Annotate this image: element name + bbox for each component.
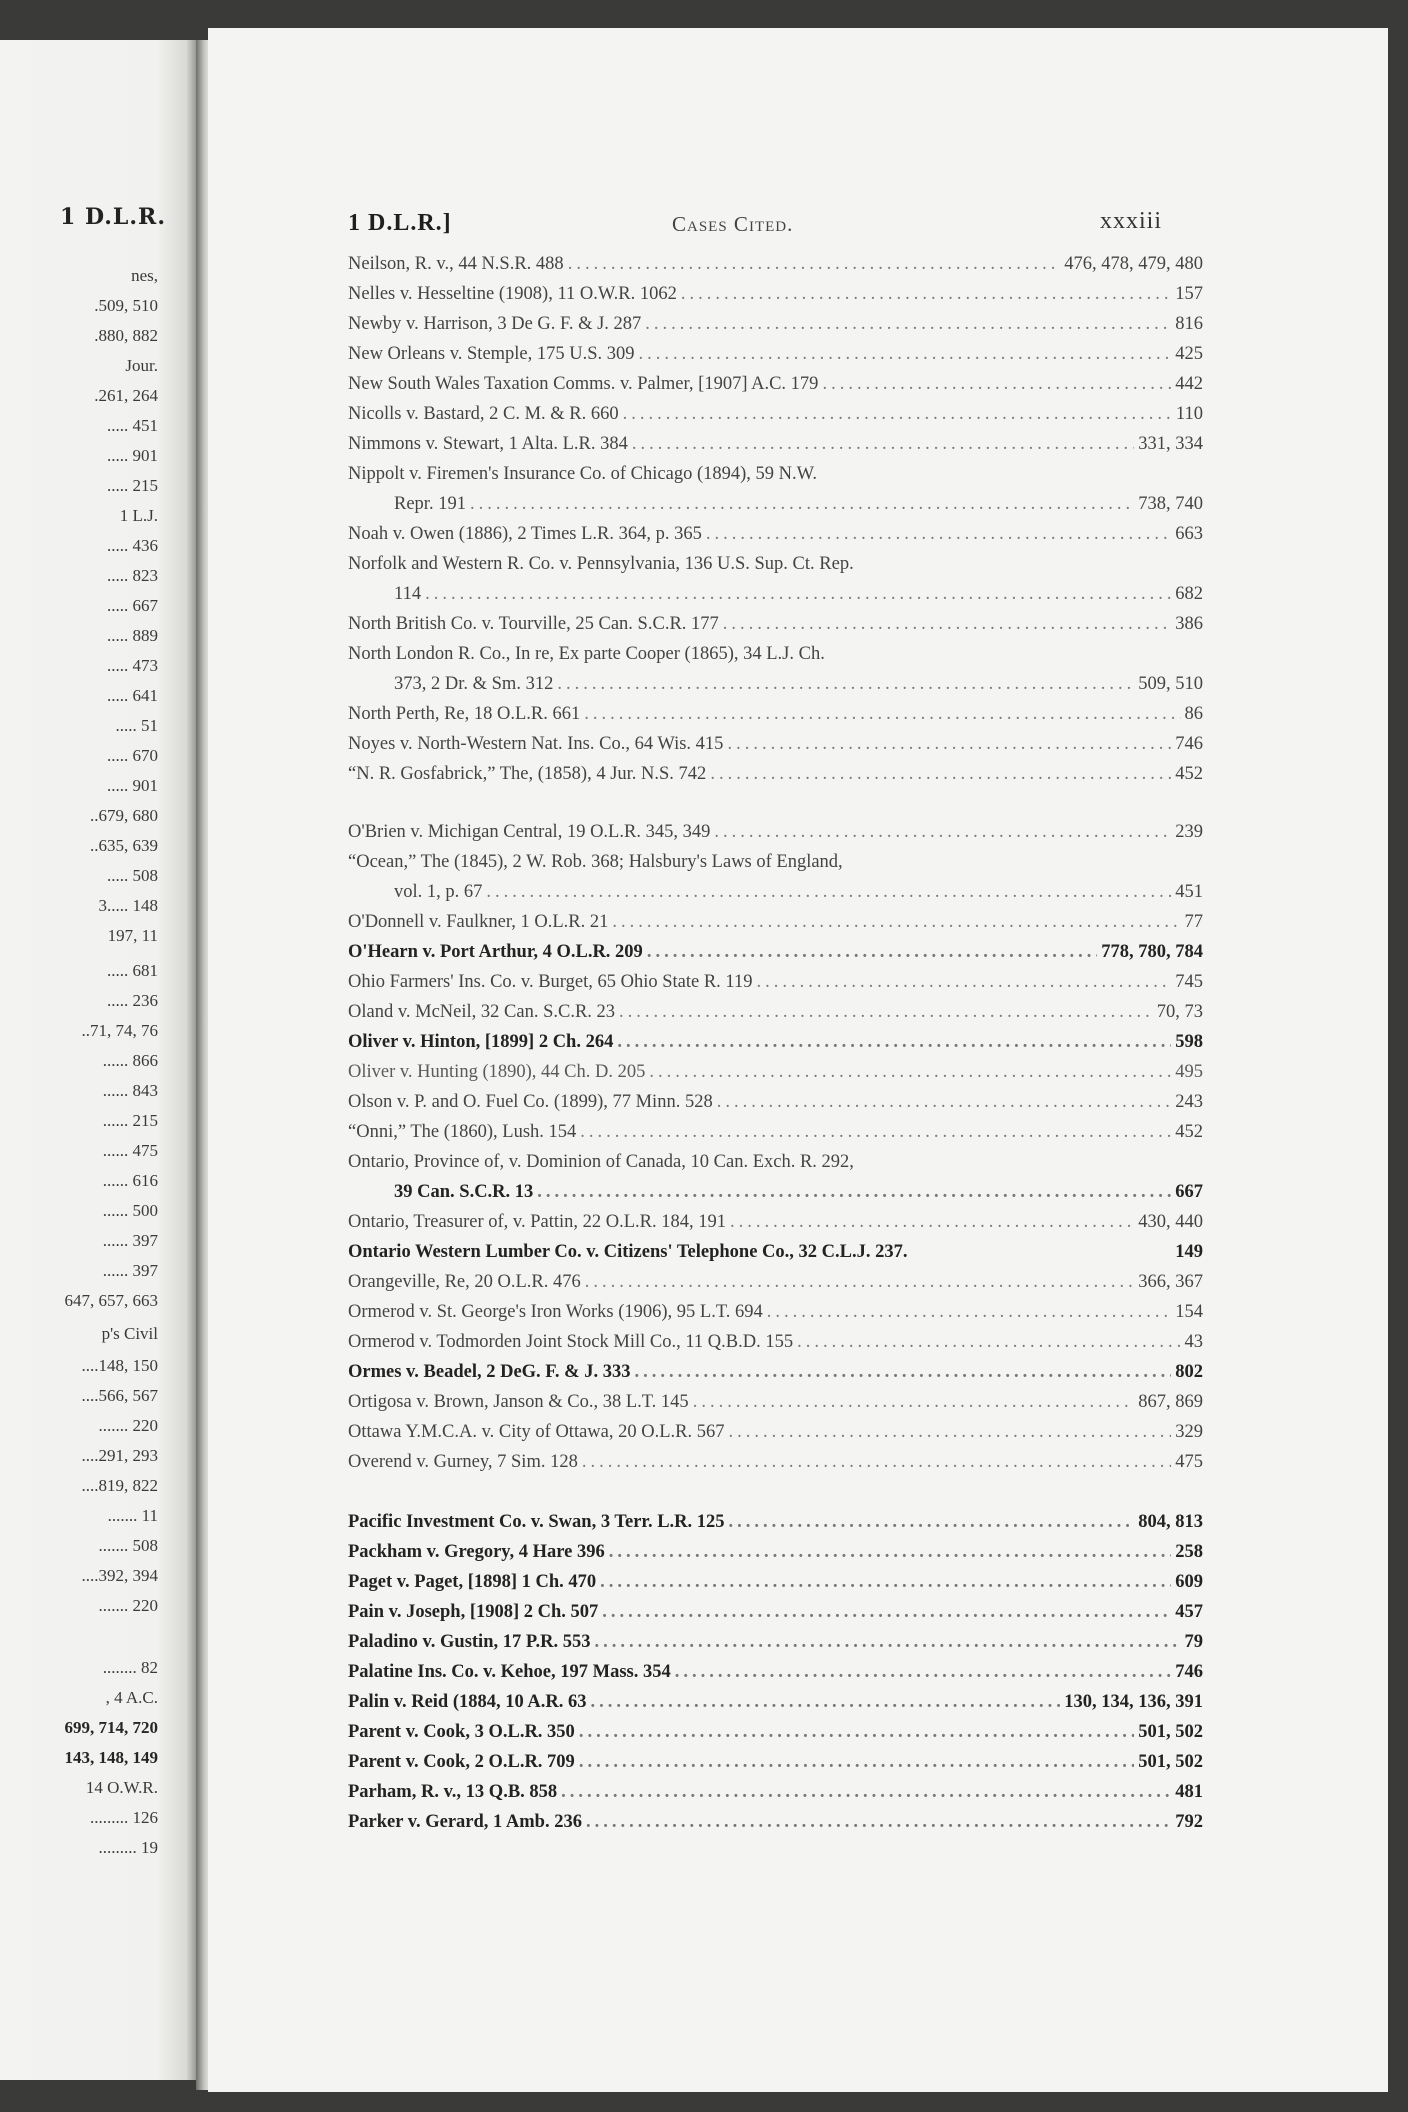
case-entry <box>348 1062 1203 1090</box>
case-citation: Nelles v. Hesseltine (1908), 11 O.W.R. 1062 <box>348 284 677 304</box>
case-citation: Paladino v. Gustin, 17 P.R. 553 <box>348 1632 591 1652</box>
case-entry <box>348 764 1203 792</box>
case-citation: New South Wales Taxation Comms. v. Palmer, [1907] A.C. 179 <box>348 374 819 394</box>
case-citation: Noyes v. North-Western Nat. Ins. Co., 64 Wis. 415 <box>348 734 724 754</box>
left-page-line: ..679, 680 <box>90 806 158 825</box>
dot-leader <box>767 1302 1171 1323</box>
page-references: 386 <box>1175 614 1203 634</box>
left-page-line: 143, 148, 149 <box>64 1748 158 1767</box>
dot-leader <box>600 1572 1171 1593</box>
page-references: 331, 334 <box>1138 434 1203 454</box>
case-entry <box>348 1362 1203 1390</box>
left-page-line: nes, <box>131 266 158 285</box>
dot-leader <box>717 1092 1172 1113</box>
left-page-line: ...... 866 <box>102 1051 158 1070</box>
left-page-line: 699, 714, 720 <box>64 1718 158 1737</box>
case-citation: Nippolt v. Firemen's Insurance Co. of Chicago (1894), 59 N.W. <box>348 464 818 484</box>
case-citation: “N. R. Gosfabrick,” The, (1858), 4 Jur. N.S. 742 <box>348 764 707 784</box>
case-citation: Palatine Ins. Co. v. Kehoe, 197 Mass. 354 <box>348 1662 671 1682</box>
case-entry <box>348 1632 1203 1660</box>
case-citation: Oliver v. Hinton, [1899] 2 Ch. 264 <box>348 1032 614 1052</box>
left-page-line: ....... 11 <box>107 1506 158 1525</box>
left-page-line: ..... 889 <box>107 626 158 645</box>
case-entry <box>348 404 1203 432</box>
left-page-line: ....392, 394 <box>81 1566 158 1585</box>
page-references: 457 <box>1175 1602 1203 1622</box>
page-references: 149 <box>1175 1242 1203 1262</box>
left-page-line: ..... 823 <box>107 566 158 585</box>
dot-leader <box>609 1542 1171 1563</box>
left-page-line: ..... 451 <box>107 416 158 435</box>
dot-leader <box>675 1662 1172 1683</box>
left-page-line: 3..... 148 <box>98 896 158 915</box>
case-citation: Pain v. Joseph, [1908] 2 Ch. 507 <box>348 1602 599 1622</box>
dot-leader <box>486 882 1171 903</box>
case-entry <box>348 314 1203 342</box>
left-page-line: 14 O.W.R. <box>85 1778 158 1797</box>
case-citation: 373, 2 Dr. & Sm. 312 <box>394 674 554 694</box>
dot-leader <box>757 972 1172 993</box>
left-page-line: ..... 901 <box>107 446 158 465</box>
page-references: 816 <box>1175 314 1203 334</box>
case-entry <box>348 1692 1203 1720</box>
left-page-line: ..... 436 <box>107 536 158 555</box>
left-page-line: ..... 901 <box>107 776 158 795</box>
left-page-line: ......... 19 <box>98 1838 158 1857</box>
case-entry <box>348 644 1203 672</box>
case-entry <box>348 674 1203 702</box>
case-citation: Parker v. Gerard, 1 Amb. 236 <box>348 1812 582 1832</box>
case-citation: Oland v. McNeil, 32 Can. S.C.R. 23 <box>348 1002 616 1022</box>
case-citation: 114 <box>394 584 422 604</box>
left-page-line: ....566, 567 <box>81 1386 158 1405</box>
case-entry <box>348 1242 1203 1270</box>
case-entry <box>348 1302 1203 1330</box>
dot-leader <box>729 1422 1172 1443</box>
case-citation: North Perth, Re, 18 O.L.R. 661 <box>348 704 581 724</box>
case-citation: Parham, R. v., 13 Q.B. 858 <box>348 1782 558 1802</box>
case-citation: Paget v. Paget, [1898] 1 Ch. 470 <box>348 1572 597 1592</box>
left-page-line: ..... 51 <box>115 716 158 735</box>
left-page <box>0 40 196 2080</box>
case-entry <box>348 1422 1203 1450</box>
dot-leader <box>822 374 1171 395</box>
left-page-line: .880, 882 <box>94 326 158 345</box>
page-references: 609 <box>1175 1572 1203 1592</box>
case-entry <box>348 374 1203 402</box>
left-page-line: Jour. <box>125 356 158 375</box>
case-entry <box>348 434 1203 462</box>
left-page-line: ...... 475 <box>102 1141 158 1160</box>
left-page-line: ..... 508 <box>107 866 158 885</box>
case-citation: Noah v. Owen (1886), 2 Times L.R. 364, p. 365 <box>348 524 702 544</box>
page-references: 79 <box>1184 1632 1203 1652</box>
page-references: 258 <box>1175 1542 1203 1562</box>
right-page <box>208 28 1388 2092</box>
case-entry <box>348 912 1203 940</box>
page-references: 239 <box>1175 822 1203 842</box>
page-references: 598 <box>1175 1032 1203 1052</box>
dot-leader <box>617 1032 1171 1053</box>
left-page-line: ..... 681 <box>107 961 158 980</box>
page-references: 738, 740 <box>1138 494 1203 514</box>
page-references: 452 <box>1175 1122 1203 1142</box>
case-entry <box>348 464 1203 492</box>
case-entry <box>348 1512 1203 1540</box>
left-page-line: 647, 657, 663 <box>64 1291 158 1310</box>
page-references: 509, 510 <box>1138 674 1203 694</box>
case-citation: 39 Can. S.C.R. 13 <box>394 1182 534 1202</box>
case-citation: Nimmons v. Stewart, 1 Alta. L.R. 384 <box>348 434 628 454</box>
case-entry <box>348 344 1203 372</box>
case-citation: North London R. Co., In re, Ex parte Cooper (1865), 34 L.J. Ch. <box>348 644 825 664</box>
page-references: 663 <box>1175 524 1203 544</box>
left-page-line: ....291, 293 <box>81 1446 158 1465</box>
left-page-line: ...... 500 <box>102 1201 158 1220</box>
left-page-line: ....... 508 <box>98 1536 158 1555</box>
dot-leader <box>623 404 1172 425</box>
dot-leader <box>579 1722 1134 1743</box>
case-citation: “Ocean,” The (1845), 2 W. Rob. 368; Halsbury's Laws of England, <box>348 852 843 872</box>
left-page-line: ...... 397 <box>102 1261 158 1280</box>
page-references: 792 <box>1175 1812 1203 1832</box>
page-references: 70, 73 <box>1156 1002 1203 1022</box>
left-page-line: ..635, 639 <box>90 836 158 855</box>
dot-leader <box>710 764 1171 785</box>
page-references: 452 <box>1175 764 1203 784</box>
dot-leader <box>612 912 1180 933</box>
case-entry <box>348 254 1203 282</box>
case-citation: Oliver v. Hunting (1890), 44 Ch. D. 205 <box>348 1062 646 1082</box>
page-references: 778, 780, 784 <box>1101 942 1203 962</box>
dot-leader <box>580 1122 1171 1143</box>
case-entry <box>348 1722 1203 1750</box>
dot-leader <box>585 1272 1135 1293</box>
case-citation: Overend v. Gurney, 7 Sim. 128 <box>348 1452 578 1472</box>
left-page-line: ..... 670 <box>107 746 158 765</box>
case-citation: Neilson, R. v., 44 N.S.R. 488 <box>348 254 564 274</box>
case-entry <box>348 1122 1203 1150</box>
running-head-volume: 1 D.L.R.] <box>348 210 452 236</box>
case-entry <box>348 1812 1203 1840</box>
dot-leader <box>537 1182 1171 1203</box>
page-references: 430, 440 <box>1138 1212 1203 1232</box>
left-page-line: ......... 126 <box>90 1808 158 1827</box>
dot-leader <box>568 254 1061 275</box>
case-entry <box>348 1782 1203 1810</box>
left-page-line: ..... 215 <box>107 476 158 495</box>
case-citation: Ormes v. Beadel, 2 DeG. F. & J. 333 <box>348 1362 631 1382</box>
page-references: 442 <box>1175 374 1203 394</box>
dot-leader <box>645 314 1171 335</box>
case-citation: Ohio Farmers' Ins. Co. v. Burget, 65 Ohio State R. 119 <box>348 972 753 992</box>
case-entry <box>348 1152 1203 1180</box>
left-page-line: ....... 220 <box>98 1596 158 1615</box>
running-head-title: Cases Cited. <box>672 212 794 236</box>
case-entry <box>348 1572 1203 1600</box>
dot-leader <box>647 942 1097 963</box>
case-citation: Ontario, Province of, v. Dominion of Canada, 10 Can. Exch. R. 292, <box>348 1152 854 1172</box>
page-references: 501, 502 <box>1138 1752 1203 1772</box>
page-references: 682 <box>1175 584 1203 604</box>
case-entry <box>348 882 1203 910</box>
page-references: 451 <box>1175 882 1203 902</box>
case-citation: O'Hearn v. Port Arthur, 4 O.L.R. 209 <box>348 942 643 962</box>
case-entry <box>348 1002 1203 1030</box>
dot-leader <box>590 1692 1060 1713</box>
dot-leader <box>470 494 1134 515</box>
page-references: 329 <box>1175 1422 1203 1442</box>
left-page-line: .509, 510 <box>94 296 158 315</box>
dot-leader <box>557 674 1134 695</box>
page-references: 476, 478, 479, 480 <box>1064 254 1203 274</box>
dot-leader <box>594 1632 1180 1653</box>
dot-leader <box>619 1002 1153 1023</box>
case-entry <box>348 1212 1203 1240</box>
case-entry <box>348 554 1203 582</box>
case-entry <box>348 1032 1203 1060</box>
case-citation: Ormerod v. Todmorden Joint Stock Mill Co., 11 Q.B.D. 155 <box>348 1332 794 1352</box>
left-page-line: ...... 397 <box>102 1231 158 1250</box>
dot-leader <box>586 1812 1171 1833</box>
case-entry <box>348 1662 1203 1690</box>
case-citation: Palin v. Reid (1884, 10 A.R. 63 <box>348 1692 587 1712</box>
case-citation: Olson v. P. and O. Fuel Co. (1899), 77 Minn. 528 <box>348 1092 713 1112</box>
case-citation: Newby v. Harrison, 3 De G. F. & J. 287 <box>348 314 642 334</box>
dot-leader <box>727 734 1171 755</box>
left-page-line: ...... 215 <box>102 1111 158 1130</box>
dot-leader <box>561 1782 1171 1803</box>
page-references: 110 <box>1175 404 1203 424</box>
page-references: 802 <box>1175 1362 1203 1382</box>
left-page-line: ..... 473 <box>107 656 158 675</box>
left-page-line: ..... 641 <box>107 686 158 705</box>
left-page-line: p's Civil <box>101 1324 158 1343</box>
case-entry <box>348 734 1203 762</box>
case-entry <box>348 942 1203 970</box>
left-page-line: ........ 82 <box>102 1658 158 1677</box>
dot-leader <box>729 1512 1135 1533</box>
case-entry <box>348 704 1203 732</box>
case-citation: North British Co. v. Tourville, 25 Can. S.C.R. 177 <box>348 614 719 634</box>
page-references: 667 <box>1175 1182 1203 1202</box>
case-entry <box>348 524 1203 552</box>
left-page-line: ..71, 74, 76 <box>81 1021 158 1040</box>
dot-leader <box>602 1602 1171 1623</box>
page-references: 481 <box>1175 1782 1203 1802</box>
case-citation: Parent v. Cook, 2 O.L.R. 709 <box>348 1752 575 1772</box>
case-entry <box>348 614 1203 642</box>
left-page-line: ...... 616 <box>102 1171 158 1190</box>
case-entry <box>348 822 1203 850</box>
case-citation: Ottawa Y.M.C.A. v. City of Ottawa, 20 O.L.R. 567 <box>348 1422 725 1442</box>
dot-leader <box>797 1332 1180 1353</box>
case-entry <box>348 1332 1203 1360</box>
case-citation: Pacific Investment Co. v. Swan, 3 Terr. L.R. 125 <box>348 1512 725 1532</box>
dot-leader <box>584 704 1180 725</box>
case-citation: Orangeville, Re, 20 O.L.R. 476 <box>348 1272 581 1292</box>
left-page-line: ....819, 822 <box>81 1476 158 1495</box>
case-entry <box>348 1392 1203 1420</box>
left-page-line: .261, 264 <box>94 386 158 405</box>
case-citation: Ortigosa v. Brown, Janson & Co., 38 L.T. 145 <box>348 1392 689 1412</box>
case-citation: O'Donnell v. Faulkner, 1 O.L.R. 21 <box>348 912 609 932</box>
page-references: 86 <box>1184 704 1203 724</box>
left-page-line: ....... 220 <box>98 1416 158 1435</box>
page-references: 43 <box>1184 1332 1203 1352</box>
page-references: 243 <box>1175 1092 1203 1112</box>
case-citation: Packham v. Gregory, 4 Hare 396 <box>348 1542 605 1562</box>
page-number: xxxiii <box>1100 208 1163 234</box>
left-page-line: ..... 667 <box>107 596 158 615</box>
case-entry <box>348 972 1203 1000</box>
left-page-line: ..... 236 <box>107 991 158 1010</box>
case-entry <box>348 1542 1203 1570</box>
left-page-line: 1 L.J. <box>119 506 158 525</box>
case-citation: Ontario Western Lumber Co. v. Citizens' Telephone Co., 32 C.L.J. 237. <box>348 1242 908 1262</box>
page-references: 130, 134, 136, 391 <box>1064 1692 1203 1712</box>
dot-leader <box>579 1752 1134 1773</box>
dot-leader <box>681 284 1171 305</box>
page-references: 154 <box>1175 1302 1203 1322</box>
case-citation: O'Brien v. Michigan Central, 19 O.L.R. 345, 349 <box>348 822 711 842</box>
case-entry <box>348 1272 1203 1300</box>
left-page-line: ....148, 150 <box>81 1356 158 1375</box>
case-entry <box>348 1752 1203 1780</box>
page-references: 495 <box>1175 1062 1203 1082</box>
left-page-line: , 4 A.C. <box>105 1688 158 1707</box>
page-references: 366, 367 <box>1138 1272 1203 1292</box>
dot-leader <box>723 614 1171 635</box>
case-entry <box>348 584 1203 612</box>
case-entry <box>348 1602 1203 1630</box>
dot-leader <box>634 1362 1171 1383</box>
dot-leader <box>425 584 1171 605</box>
case-citation: Norfolk and Western R. Co. v. Pennsylvania, 136 U.S. Sup. Ct. Rep. <box>348 554 854 574</box>
dot-leader <box>730 1212 1134 1233</box>
case-entry <box>348 1452 1203 1480</box>
case-citation: Parent v. Cook, 3 O.L.R. 350 <box>348 1722 575 1742</box>
dot-leader <box>649 1062 1171 1083</box>
case-entry <box>348 1092 1203 1120</box>
left-page-header: 1 D.L.R. <box>60 204 166 230</box>
page-references: 501, 502 <box>1138 1722 1203 1742</box>
case-citation: Ontario, Treasurer of, v. Pattin, 22 O.L.R. 184, 191 <box>348 1212 727 1232</box>
dot-leader <box>714 822 1171 843</box>
case-citation: Repr. 191 <box>394 494 466 514</box>
dot-leader <box>632 434 1134 455</box>
dot-leader <box>582 1452 1171 1473</box>
page-references: 475 <box>1175 1452 1203 1472</box>
case-citation: Ormerod v. St. George's Iron Works (1906), 95 L.T. 694 <box>348 1302 763 1322</box>
page-references: 804, 813 <box>1138 1512 1203 1532</box>
left-page-line: 197, 11 <box>107 926 158 945</box>
case-citation: New Orleans v. Stemple, 175 U.S. 309 <box>348 344 635 364</box>
case-citation: Nicolls v. Bastard, 2 C. M. & R. 660 <box>348 404 619 424</box>
case-entry <box>348 494 1203 522</box>
page-references: 425 <box>1175 344 1203 364</box>
page-references: 745 <box>1175 972 1203 992</box>
page-references: 867, 869 <box>1138 1392 1203 1412</box>
left-page-line: ...... 843 <box>102 1081 158 1100</box>
page-references: 746 <box>1175 734 1203 754</box>
dot-leader <box>639 344 1172 365</box>
page-references: 157 <box>1175 284 1203 304</box>
case-entry <box>348 1182 1203 1210</box>
case-entry <box>348 284 1203 312</box>
case-entry <box>348 852 1203 880</box>
dot-leader <box>693 1392 1135 1413</box>
dot-leader <box>706 524 1171 545</box>
page-references: 77 <box>1184 912 1203 932</box>
page-references: 746 <box>1175 1662 1203 1682</box>
case-citation: vol. 1, p. 67 <box>394 882 483 902</box>
case-citation: “Onni,” The (1860), Lush. 154 <box>348 1122 577 1142</box>
